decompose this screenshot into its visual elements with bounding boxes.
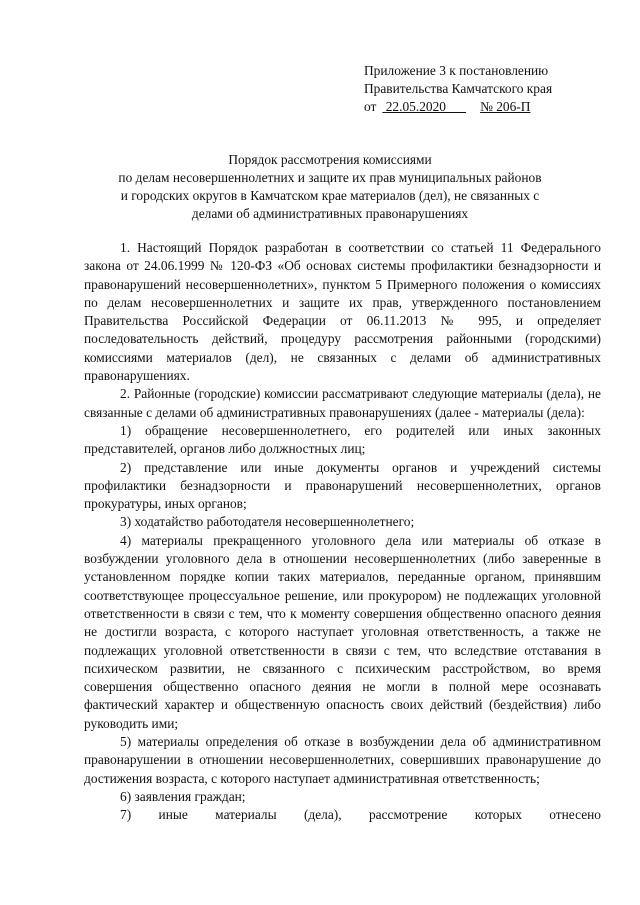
document-body	[84, 239, 601, 825]
resolution-number: № 206-П	[480, 99, 531, 114]
list-item-4: 4) материалы прекращенного уголовного дела или материалы об отказе в возбуждении уголовного дела в отношении несовершеннолетних (либо заверенные в установленном порядке копии таких материалов, переданные органом, принявшим соответствующее процессуальное решение, или прокурором) не подлежащих уголовной ответственности в связи с тем, что к моменту совершения общественно опасного деяния не достигли возраста, с которого наступает уголовная ответственность, а также не подлежащих уголовной ответственности в связи с тем, что вследствие отставания в психическом развитии, не связанного с психическим расстройством, во время совершения общественно опасного деяния не могли в полной мере осознавать фактический характер и общественную опасность своих действий (бездействия) либо руководить ими;	[84, 532, 601, 731]
appendix-line-2: Правительства Камчатского края	[364, 81, 553, 96]
resolution-date: 22.05.2020	[385, 99, 446, 114]
list-item-1: 1) обращение несовершеннолетнего, его родителей или иных законных представителей, органов либо должностных лиц;	[84, 422, 601, 457]
document-title	[60, 151, 600, 223]
list-item-6: 6) заявления граждан;	[120, 788, 246, 804]
title-line-3: и городских округов в Камчатском крае материалов (дел), не связанных с	[120, 188, 540, 203]
appendix-date-line	[364, 98, 624, 116]
list-item-2: 2) представление или иные документы органов и учреждений системы профилактики безнадзорности и правонарушений несовершеннолетних, органов прокуратуры, иных органов;	[84, 459, 601, 512]
title-line-4: делами об административных правонарушениях	[191, 206, 469, 221]
paragraph-2: 2. Районные (городские) комиссии рассматривают следующие материалы (дела), не связанные с делами об административных правонарушениях (далее - материалы (дела):	[84, 386, 601, 420]
list-item-7: 7) иные материалы (дела), рассмотрение которых отнесено	[120, 807, 601, 823]
list-item-5: 5) материалы определения об отказе в возбуждении дела об административном правонарушении в отношении несовершеннолетних, совершивших правонарушение до достижения возраста, с которого наступает административная ответственность;	[84, 734, 601, 786]
title-line-2: по делам несовершеннолетних и защите их прав муниципальных районов	[118, 170, 542, 185]
title-line-1: Порядок рассмотрения комиссиями	[228, 152, 432, 167]
appendix-line-1: Приложение 3 к постановлению	[364, 63, 549, 78]
date-prefix: от	[364, 99, 377, 114]
paragraph-1: 1. Настоящий Порядок разработан в соответствии со статьей 11 Федерального закона от 24.06.1999 № 120-ФЗ «Об основах системы профилактики безнадзорности и правонарушений несовершеннолетних», пунктом 5 Примерного положения о комиссиях по делам несовершеннолетних и защите их прав, утвержденного постановлением Правительства Российской Федерации от 06.11.2013 № 995, и определяет последовательность действий, процедуру рассмотрения районными (городскими) комиссиями материалов (дел), не связанных с делами об административных правонарушениях.	[84, 240, 601, 384]
list-item-3: 3) ходатайство работодателя несовершеннолетнего;	[120, 514, 415, 530]
appendix-header	[364, 62, 624, 116]
